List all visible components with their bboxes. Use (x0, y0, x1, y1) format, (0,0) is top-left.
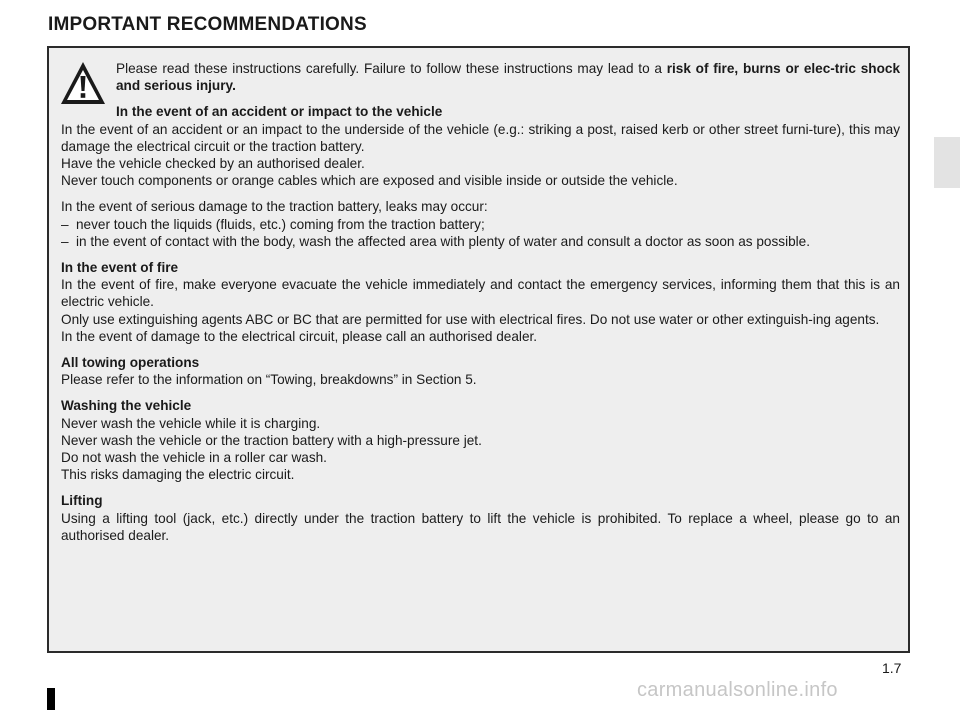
washing-line: Never wash the vehicle while it is charging. (61, 415, 321, 431)
list-dash: – (61, 233, 69, 249)
fire-heading: In the event of fire (61, 260, 179, 276)
towing-line: Please refer to the information on “Towing, breakdowns” in Section 5. (61, 372, 477, 388)
accident-line: Never touch components or orange cables which are exposed and visible inside or outside the vehicle. (61, 173, 678, 189)
intro-paragraph (116, 60, 900, 94)
page-number: 1.7 (882, 660, 902, 676)
list-item (61, 216, 900, 233)
list-item-text: in the event of contact with the body, wash the affected area with plenty of water and consult a doctor as soon as possible. (76, 233, 811, 249)
washing-heading: Washing the vehicle (61, 398, 192, 414)
accident-heading: In the event of an accident or impact to the vehicle (116, 104, 443, 120)
lifting-line: Using a lifting tool (jack, etc.) directly under the traction battery to lift the vehicle is prohibited. To replace a wheel, please go to an authorised dealer. (61, 510, 900, 543)
corner-mark (47, 688, 55, 710)
fire-line: Only use extinguishing agents ABC or BC that are permitted for use with electrical fires. Do not use water or other extinguish-ing agents. (61, 311, 880, 327)
washing-line: Do not wash the vehicle in a roller car wash. (61, 450, 327, 466)
list-dash: – (61, 216, 69, 232)
lifting-heading: Lifting (61, 493, 103, 509)
fire-line: In the event of fire, make everyone evacuate the vehicle immediately and contact the emergency services, informing them that this is an electric vehicle. (61, 277, 900, 310)
section-tab (934, 137, 960, 188)
intro-text: Please read these instructions carefully. Failure to follow these instructions may lead to a (116, 61, 667, 76)
washing-line: Never wash the vehicle or the traction battery with a high-pressure jet. (61, 432, 482, 448)
intro-bold-text: risk of fire, burns or elec-tric shock and serious injury. (116, 61, 901, 94)
page-title: IMPORTANT RECOMMENDATIONS (48, 14, 367, 35)
list-item (61, 233, 900, 250)
accident-line: Have the vehicle checked by an authorised dealer. (61, 156, 365, 172)
fire-line: In the event of damage to the electrical circuit, please call an authorised dealer. (61, 328, 538, 344)
warning-box (47, 46, 910, 653)
towing-heading: All towing operations (61, 355, 200, 371)
watermark: carmanualsonline.info (637, 679, 838, 701)
list-item-text: never touch the liquids (fluids, etc.) coming from the traction battery; (76, 216, 485, 232)
accident-line: In the event of an accident or an impact to the underside of the vehicle (e.g.: striking a post, raised kerb or other street furni-ture), this may damage the electrical circuit or the traction battery. (61, 121, 900, 154)
washing-line: This risks damaging the electric circuit. (61, 467, 295, 483)
battery-damage-intro: In the event of serious damage to the traction battery, leaks may occur: (61, 199, 488, 215)
warning-text (61, 60, 900, 544)
